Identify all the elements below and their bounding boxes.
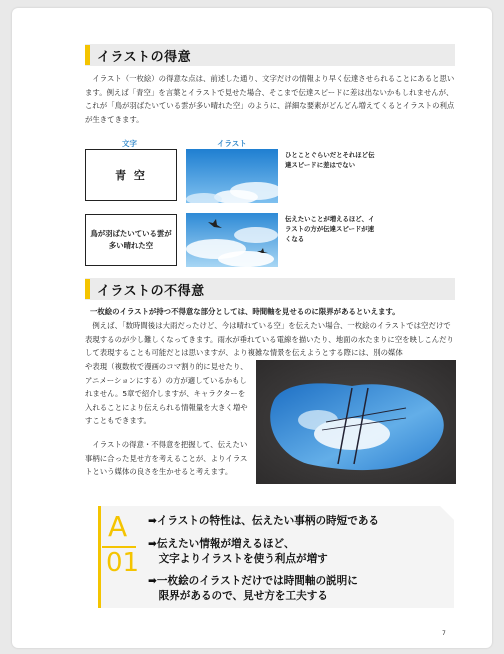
column-label-text: 文字 (122, 139, 137, 148)
answer-summary-box (98, 506, 454, 608)
note-long: 伝えたいことが増えるほど、イラストの方が伝達スピードが速くなる (285, 215, 375, 243)
book-page (12, 8, 492, 648)
section-lead: 一枚絵のイラストが持つ不得意な部分としては、時間軸を見せるのに限界があるといえます。 (90, 307, 400, 316)
section-body-end: イラストの得意・不得意を把握して、伝えたい事柄に合った見せ方を考えることが、よりイラストという媒体の良さを生かせると考えます。 (85, 440, 248, 477)
section-body: イラスト（一枚絵）の得意な点は、前述した通り、文字だけの情報より早く伝達させられることにあると思います。例えば「青空」を言葉とイラストで見せた場合、そこまで伝達スピードに差は出ないかもしれませんが、これが「鳥が羽ばたいている雲が多い晴れた空」のように、詳細な要素がどんどん増えてくるとイラストの利点が生きてきます。 (85, 74, 455, 124)
puddle-sky-photo (256, 360, 456, 484)
section-title: イラストの得意 (97, 50, 192, 65)
summary-point: 限界があるので、見せ方を工夫する (148, 590, 328, 602)
section-heading-strengths (85, 44, 455, 66)
section-body-full: 例えば、「数時間後は大雨だったけど、今は晴れている空」を伝えたい場合、一枚絵のイラストでは空だけで表現するのが少し難しくなってきます。雨水が垂れている電線を描いたり、地面の水たまりに空を映しこんだりして表現することも可能だとは思いますが、より複雑な情景を伝えようとする際には、別の媒体 (85, 321, 454, 358)
sky-illustration (186, 149, 278, 203)
heading-accent-bar (85, 279, 90, 299)
column-label-illust: イラスト (217, 139, 247, 148)
section-title: イラストの不得意 (97, 284, 205, 299)
note-short: ひとことぐらいだとそれほど伝達スピードに差はでない (285, 151, 375, 169)
section-heading-weaknesses (85, 278, 455, 300)
text-example-box-blue-sky: 青 空 (85, 149, 177, 201)
page-number: 7 (442, 630, 446, 637)
bird-sky-illustration (186, 213, 278, 267)
section-body-wrap: や表現（複数枚で漫画のコマ割り的に見せたり、アニメーションにする）の方が適しているかもしれません。5章で紹介しますが、キャラクターを入れることにより伝えられる情報量を大きく増やすこともできます。 (85, 362, 248, 426)
summary-point: ➡一枚絵のイラストだけでは時間軸の説明に (148, 575, 358, 587)
summary-point: ➡イラストの特性は、伝えたい事柄の時短である (148, 515, 380, 527)
summary-point: ➡伝えたい情報が増えるほど、 (148, 538, 295, 550)
summary-point: 文字よりイラストを使う利点が増す (148, 553, 328, 565)
text-example-box-bird-sky: 鳥が羽ばたいている雲が多い晴れた空 (85, 214, 177, 266)
heading-accent-bar (85, 45, 90, 65)
answer-letter: A (108, 510, 128, 543)
answer-number: 01 (106, 548, 140, 578)
